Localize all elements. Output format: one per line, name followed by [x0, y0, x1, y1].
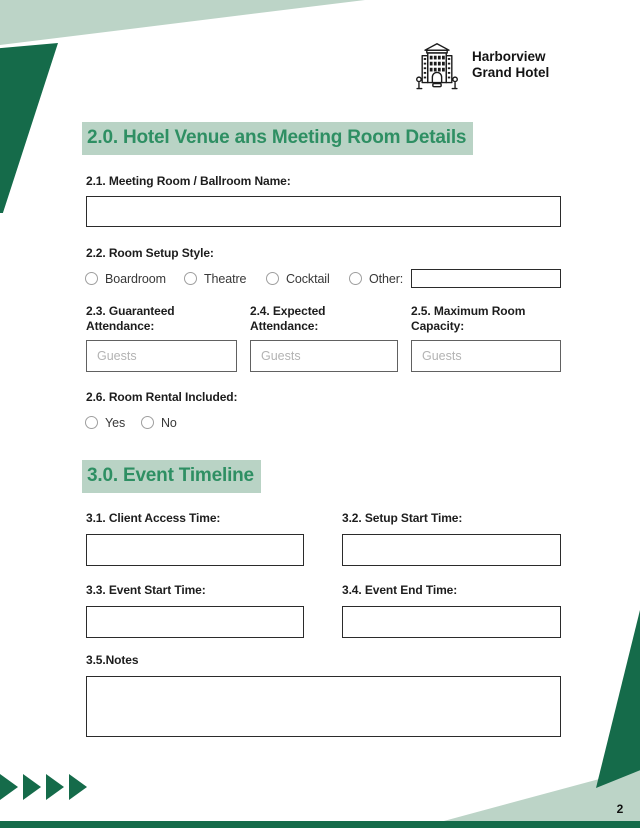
notes-label: 3.5.Notes [86, 653, 139, 667]
bottom-arrows-icon [0, 774, 92, 801]
hotel-logo [414, 40, 549, 90]
guaranteed-attendance-input[interactable] [86, 340, 237, 372]
radio-no-icon[interactable] [141, 416, 154, 429]
event-end-label: 3.4. Event End Time: [342, 583, 458, 597]
page-number: 2 [616, 802, 624, 816]
setup-start-label: 3.2. Setup Start Time: [342, 511, 463, 525]
event-start-label: 3.3. Event Start Time: [86, 583, 206, 597]
radio-boardroom-label: Boardroom [105, 271, 166, 286]
setup-style-label: 2.2. Room Setup Style: [86, 246, 214, 260]
radio-theatre-label: Theatre [204, 271, 247, 286]
radio-yes-label: Yes [105, 415, 126, 430]
setup-option-theatre[interactable] [184, 271, 246, 286]
setup-other-input[interactable] [411, 269, 561, 288]
section-heading-timeline: 3.0. Event Timeline [82, 460, 261, 493]
radio-cocktail-icon[interactable] [266, 272, 279, 285]
section-heading-venue: 2.0. Hotel Venue ans Meeting Room Details [82, 122, 473, 155]
radio-other-label: Other: [369, 271, 404, 286]
radio-yes-icon[interactable] [85, 416, 98, 429]
radio-cocktail-label: Cocktail [286, 271, 330, 286]
bottom-right-dark-wedge [596, 610, 640, 788]
bottom-green-band [0, 821, 640, 828]
setup-start-time-input[interactable] [342, 534, 561, 566]
logo-name-line1: Harborview [472, 48, 546, 64]
top-left-dark-triangle [0, 43, 58, 213]
rental-option-yes[interactable] [85, 415, 125, 430]
expected-attendance-input[interactable] [250, 340, 398, 372]
max-capacity-label: 2.5. Maximum Room Capacity: [411, 304, 526, 333]
radio-theatre-icon[interactable] [184, 272, 197, 285]
setup-option-other[interactable] [349, 271, 403, 286]
client-access-label: 3.1. Client Access Time: [86, 511, 221, 525]
radio-boardroom-icon[interactable] [85, 272, 98, 285]
expected-attendance-label: 2.4. Expected Attendance: [250, 304, 326, 333]
max-capacity-input[interactable] [411, 340, 561, 372]
room-name-label: 2.1. Meeting Room / Ballroom Name: [86, 174, 291, 188]
guaranteed-attendance-label: 2.3. Guaranteed Attendance: [86, 304, 175, 333]
setup-option-cocktail[interactable] [266, 271, 330, 286]
rental-option-no[interactable] [141, 415, 177, 430]
event-start-time-input[interactable] [86, 606, 304, 638]
logo-name-line2: Grand Hotel [472, 65, 550, 80]
room-rental-label: 2.6. Room Rental Included: [86, 390, 238, 404]
client-access-time-input[interactable] [86, 534, 304, 566]
top-sage-shape [0, 0, 365, 45]
radio-no-label: No [161, 415, 177, 430]
notes-textarea[interactable] [86, 676, 561, 737]
hotel-building-icon [414, 40, 460, 90]
meeting-room-name-input[interactable] [86, 196, 561, 227]
setup-option-boardroom[interactable] [85, 271, 166, 286]
radio-other-icon[interactable] [349, 272, 362, 285]
event-end-time-input[interactable] [342, 606, 561, 638]
